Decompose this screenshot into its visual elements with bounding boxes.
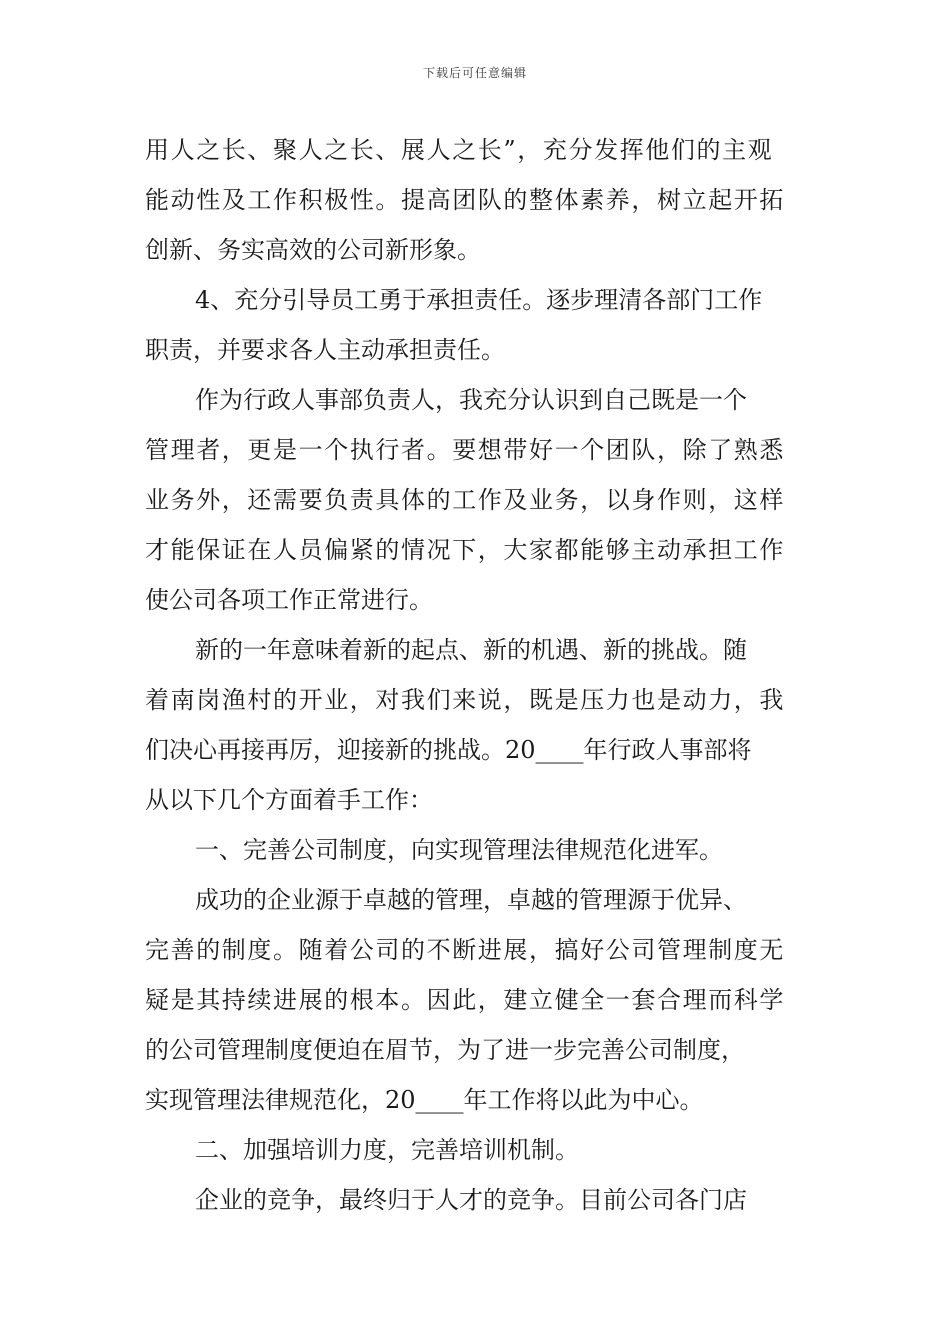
text-line: 疑是其持续进展的根本。因此，建立健全一套合理而科学	[145, 986, 785, 1014]
text-line: 实现管理法律规范化，20____年工作将以此为中心。	[145, 1086, 704, 1114]
text-line: 一、完善公司制度，向实现管理法律规范化进军。	[195, 836, 723, 864]
text-line: 作为行政人事部负责人，我充分认识到自己既是一个	[195, 386, 747, 414]
text-line: 才能保证在人员偏紧的情况下，大家都能够主动承担工作	[145, 536, 785, 564]
text-line: 能动性及工作积极性。提高团队的整体素养，树立起开拓	[145, 186, 785, 214]
download-note: 下载后可任意编辑	[422, 66, 527, 80]
text-line: 用人之长、聚人之长、展人之长”，充分发挥他们的主观	[145, 136, 774, 164]
text-line: 创新、务实高效的公司新形象。	[145, 236, 481, 264]
text-line: 职责，并要求各人主动承担责任。	[145, 336, 505, 364]
text-line: 使公司各项工作正常进行。	[145, 586, 433, 614]
text-line: 4、充分引导员工勇于承担责任。逐步理清各部门工作	[195, 286, 763, 314]
text-line: 着南岗渔村的开业，对我们来说，既是压力也是动力，我	[145, 686, 785, 714]
text-line: 成功的企业源于卓越的管理，卓越的管理源于优异、	[195, 886, 747, 914]
text-line: 从以下几个方面着手工作：	[145, 786, 433, 814]
text-line: 业务外，还需要负责具体的工作及业务，以身作则，这样	[145, 486, 785, 514]
text-line: 的公司管理制度便迫在眉节，为了进一步完善公司制度，	[145, 1036, 745, 1064]
text-line: 二、加强培训力度，完善培训机制。	[195, 1136, 579, 1164]
text-line: 完善的制度。随着公司的不断进展，搞好公司管理制度无	[145, 936, 785, 964]
text-line: 们决心再接再厉，迎接新的挑战。20____年行政人事部将	[145, 736, 752, 764]
text-line: 企业的竞争，最终归于人才的竞争。目前公司各门店	[195, 1186, 747, 1214]
text-line: 新的一年意味着新的起点、新的机遇、新的挑战。随	[195, 636, 747, 664]
body-text	[145, 125, 807, 1225]
text-line: 管理者，更是一个执行者。要想带好一个团队，除了熟悉	[145, 436, 785, 464]
